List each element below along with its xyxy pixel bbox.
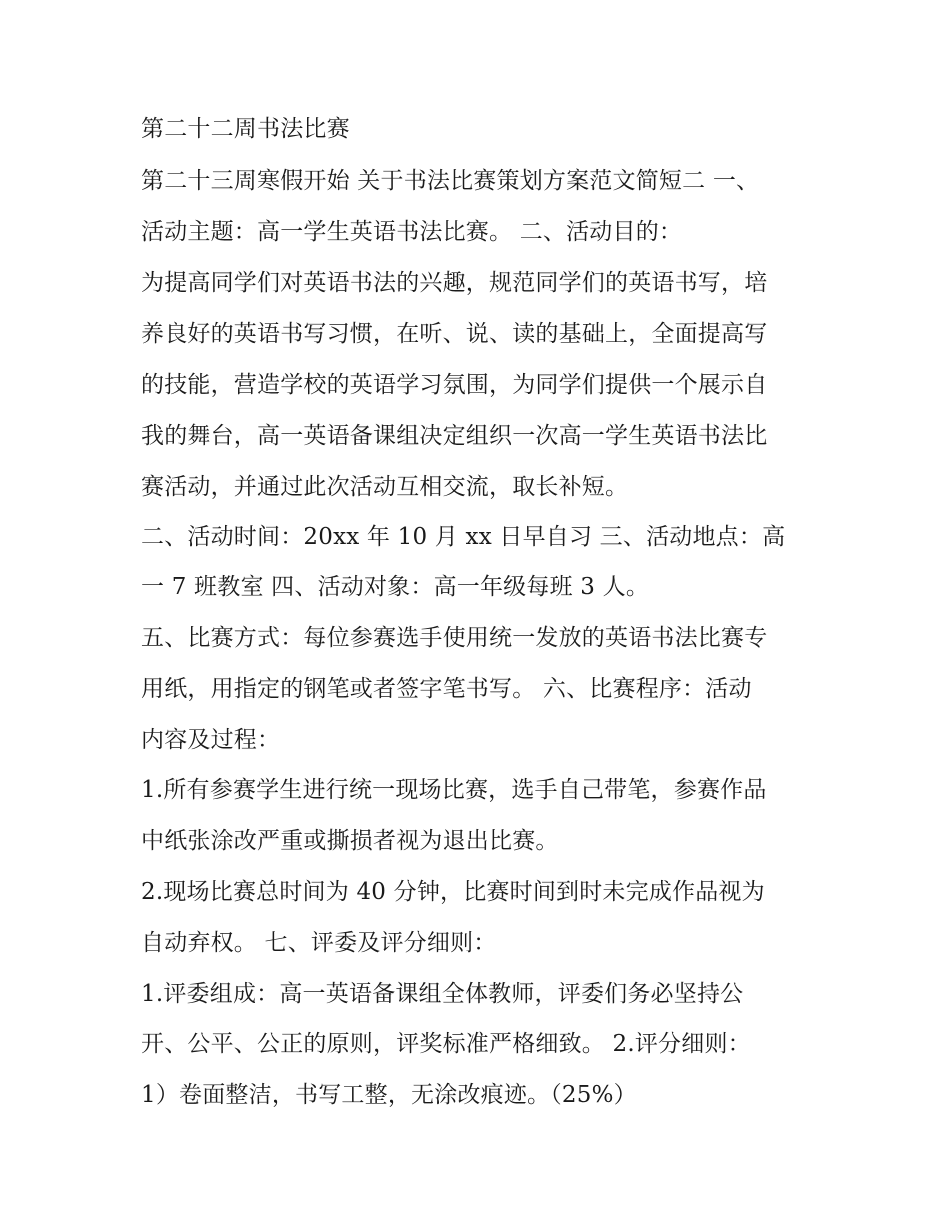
text-line: 第二十二周书法比赛 [141, 116, 350, 142]
text-line: 第二十三周寒假开始 关于书法比赛策划方案范文简短二 一、 [141, 168, 760, 194]
text-line: 1.评委组成：高一英语备课组全体教师，评委们务必坚持公 [141, 981, 744, 1007]
text-line: 我的舞台，高一英语备课组决定组织一次高一学生英语书法比 [141, 423, 768, 449]
text-line: 1）卷面整洁，书写工整，无涂改痕迹。（25%） [141, 1082, 637, 1108]
text-line: 活动主题：高一学生英语书法比赛。 二、活动目的： [141, 219, 683, 245]
text-line: 1.所有参赛学生进行统一现场比赛，选手自己带笔，参赛作品 [141, 777, 767, 803]
text-line: 用纸，用指定的钢笔或者签字笔书写。 六、比赛程序：活动 [141, 676, 752, 702]
text-line: 自动弃权。 七、评委及评分细则： [141, 930, 497, 956]
text-line: 养良好的英语书写习惯，在听、说、读的基础上，全面提高写 [141, 321, 768, 347]
text-line: 的技能，营造学校的英语学习氛围，为同学们提供一个展示自 [141, 372, 768, 398]
text-line: 一 7 班教室 四、活动对象：高一年级每班 3 人。 [141, 574, 650, 600]
text-line: 为提高同学们对英语书法的兴趣，规范同学们的英语书写，培 [141, 270, 768, 296]
text-line: 内容及过程： [141, 727, 281, 753]
text-line: 开、公平、公正的原则，评奖标准严格细致。 2.评分细则： [141, 1031, 751, 1057]
text-line: 2.现场比赛总时间为 40 分钟，比赛时间到时未完成作品视为 [141, 879, 765, 905]
text-line: 赛活动，并通过此次活动互相交流，取长补短。 [141, 474, 629, 500]
text-line: 五、比赛方式：每位参赛选手使用统一发放的英语书法比赛专 [141, 625, 768, 651]
text-line: 二、活动时间：20xx 年 10 月 xx 日早自习 三、活动地点：高 [141, 524, 786, 550]
text-line: 中纸张涂改严重或撕损者视为退出比赛。 [141, 828, 559, 854]
